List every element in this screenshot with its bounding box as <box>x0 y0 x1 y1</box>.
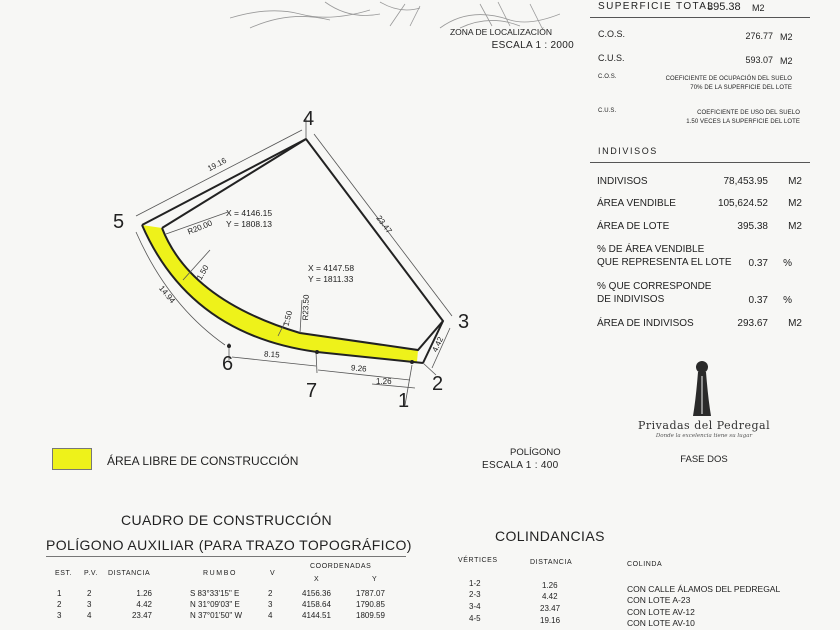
polygon-outline <box>142 139 446 363</box>
cell-est: 2 <box>57 600 62 609</box>
pct-area-vendible-value: 0.37 <box>748 258 768 269</box>
area-vendible-unit: M2 <box>788 198 802 209</box>
location-zone-label: ZONA DE LOCALIZACIÓN <box>449 27 552 37</box>
cell-rumbo: N 31°09'03" E <box>190 600 240 609</box>
brand-name: Privadas del Pedregal <box>638 419 771 432</box>
cus-def-label: C.U.S. <box>598 108 617 114</box>
area-vendible-label: ÁREA VENDIBLE <box>597 198 676 209</box>
polygon-title: POLÍGONO <box>510 447 561 458</box>
col-cell-vertices: 3-4 <box>469 602 481 611</box>
vertex-2: 2 <box>432 373 444 395</box>
col-x: X <box>314 576 320 583</box>
pct-indivisos-row <box>597 281 802 307</box>
construction-subtitle: POLÍGONO AUXILIAR (PARA TRAZO TOPOGRÁFICO) <box>46 537 412 553</box>
cell-v: 3 <box>268 600 273 609</box>
indivisos-rule <box>590 162 810 163</box>
pct-indivisos-unit: % <box>783 295 792 306</box>
indivisos-row-label: INDIVISOS <box>597 176 648 187</box>
legend-swatch <box>52 448 92 470</box>
cell-y: 1790.85 <box>356 600 385 609</box>
superficie-total-label: SUPERFICIE TOTAL <box>598 1 715 12</box>
pct-area-vendible-unit: % <box>783 258 792 269</box>
col-vertices: VÉRTICES <box>458 557 498 564</box>
polygon-drawing <box>0 0 590 440</box>
col-cell-distancia: 1.26 <box>542 581 558 590</box>
pct-area-vendible-label: % DE ÁREA VENDIBLE <box>597 244 705 255</box>
col-cell-vertices: 1-2 <box>469 579 481 588</box>
cos-def-label: C.O.S. <box>598 74 617 80</box>
location-scale-label: ESCALA 1 : 2000 <box>491 40 574 51</box>
col-cell-vertices: 4-5 <box>469 614 481 623</box>
cell-dist: 4.42 <box>136 600 152 609</box>
col-coordenadas: COORDENADAS <box>310 563 372 570</box>
legend-label: ÁREA LIBRE DE CONSTRUCCIÓN <box>107 454 299 468</box>
col-cell-vertices: 2-3 <box>469 590 481 599</box>
summary-rule <box>590 17 810 18</box>
cell-est: 3 <box>57 611 62 620</box>
cus-def-line2: 1.50 VECES LA SUPERFICIE DEL LOTE <box>686 119 800 125</box>
col-col-distancia: DISTANCIA <box>530 559 573 566</box>
cos-def-line2: 70% DE LA SUPERFICIE DEL LOTE <box>690 85 792 91</box>
col-pv: P.V. <box>84 570 99 577</box>
dim-5-6: 14.94 <box>157 283 177 306</box>
cus-value: 593.07 <box>745 55 773 65</box>
col-rumbo: RUMBO <box>203 570 238 577</box>
cell-est: 1 <box>57 589 62 598</box>
col-cell-colinda: CON CALLE ÁLAMOS DEL PEDREGAL <box>627 584 781 594</box>
radius-2: R23.50 <box>300 294 311 321</box>
col-v: V <box>270 570 276 577</box>
cos-label: C.O.S. <box>598 29 626 39</box>
cell-pv: 2 <box>87 589 92 598</box>
coord-1-y: Y = 1808.13 <box>226 219 272 229</box>
dim-1-2: 1.26 <box>376 377 392 386</box>
pct-indivisos-value: 0.37 <box>748 295 768 306</box>
dim-2-3: 4.42 <box>430 335 446 354</box>
superficie-total-unit: M2 <box>752 3 765 13</box>
cell-v: 4 <box>268 611 273 620</box>
indivisos-header: INDIVISOS <box>598 146 658 156</box>
brand-logo-icon <box>690 358 714 418</box>
area-lote-value: 395.38 <box>737 221 768 232</box>
coord-2-x: X = 4147.58 <box>308 263 355 273</box>
indivisos-row-value: 78,453.95 <box>723 176 768 187</box>
cell-pv: 3 <box>87 600 92 609</box>
area-vendible-value: 105,624.52 <box>717 198 768 209</box>
cell-y: 1787.07 <box>356 589 385 598</box>
dim-7-1: 9.26 <box>350 363 367 374</box>
cell-x: 4144.51 <box>302 611 331 620</box>
free-area-strip <box>142 225 418 362</box>
brand-phase: FASE DOS <box>680 454 728 465</box>
col-cell-distancia: 4.42 <box>542 592 558 601</box>
col-y: Y <box>372 576 378 583</box>
col-cell-colinda: CON LOTE AV-10 <box>627 618 695 628</box>
pct-area-vendible-row <box>597 244 802 270</box>
vertex-5: 5 <box>113 211 125 233</box>
col-cell-colinda: CON LOTE AV-12 <box>627 607 695 617</box>
vertex-7: 7 <box>306 380 318 402</box>
col-distancia: DISTANCIA <box>108 570 151 577</box>
area-indivisos-value: 293.67 <box>737 318 768 329</box>
col-cell-colinda: CON LOTE A-23 <box>627 595 691 605</box>
area-lote-label: ÁREA DE LOTE <box>597 221 670 232</box>
cell-x: 4156.36 <box>302 589 331 598</box>
dim-4-5: 19.16 <box>206 155 228 174</box>
col-colinda: COLINDA <box>627 561 663 568</box>
construction-title: CUADRO DE CONSTRUCCIÓN <box>121 512 333 528</box>
cus-def-line1: COEFICIENTE DE USO DEL SUELO <box>697 110 800 116</box>
cell-rumbo: N 37°01'50" W <box>190 611 243 620</box>
pct-indivisos-label-2: DE INDIVISOS <box>597 294 665 305</box>
vertex-4: 4 <box>303 108 315 130</box>
radius-1: R20.00 <box>186 218 214 237</box>
cell-dist: 23.47 <box>131 611 152 620</box>
cus-label: C.U.S. <box>598 53 625 63</box>
dim-width-2: 1.50 <box>281 309 295 328</box>
polygon-scale: ESCALA 1 : 400 <box>482 460 559 471</box>
cell-y: 1809.59 <box>356 611 385 620</box>
superficie-total-value: 395.38 <box>707 1 741 13</box>
area-lote-unit: M2 <box>788 221 802 232</box>
cell-pv: 4 <box>87 611 92 620</box>
cell-x: 4158.64 <box>302 600 331 609</box>
cos-def-line1: COEFICIENTE DE OCUPACIÓN DEL SUELO <box>665 76 792 82</box>
col-cell-distancia: 23.47 <box>540 604 561 613</box>
cell-v: 2 <box>268 589 273 598</box>
cell-dist: 1.26 <box>136 589 152 598</box>
pct-area-vendible-label-2: QUE REPRESENTA EL LOTE <box>597 257 732 268</box>
cell-rumbo: S 83°33'15" E <box>190 589 240 598</box>
colindancias-title: COLINDANCIAS <box>495 528 605 544</box>
dim-width-1: 1.50 <box>194 263 211 282</box>
vertex-1: 1 <box>398 390 410 412</box>
indivisos-row-unit: M2 <box>788 176 802 187</box>
vertex-3: 3 <box>458 311 470 333</box>
pct-indivisos-label: % QUE CORRESPONDE <box>597 281 712 292</box>
dim-6-7: 8.15 <box>263 349 280 360</box>
cos-unit: M2 <box>780 32 793 42</box>
cus-unit: M2 <box>780 56 793 66</box>
coord-1-x: X = 4146.15 <box>226 208 273 218</box>
construction-rule <box>46 556 406 557</box>
dim-3-4: 23.47 <box>374 213 394 236</box>
coord-2-y: Y = 1811.33 <box>308 274 354 284</box>
area-indivisos-unit: M2 <box>788 318 802 329</box>
area-indivisos-label: ÁREA DE INDIVISOS <box>597 318 694 329</box>
col-cell-distancia: 19.16 <box>540 616 561 625</box>
vertex-6: 6 <box>222 353 234 375</box>
cos-value: 276.77 <box>745 31 773 41</box>
col-est: EST. <box>55 570 73 577</box>
brand-tagline: Donde la excelencia tiene su lugar <box>655 433 753 439</box>
